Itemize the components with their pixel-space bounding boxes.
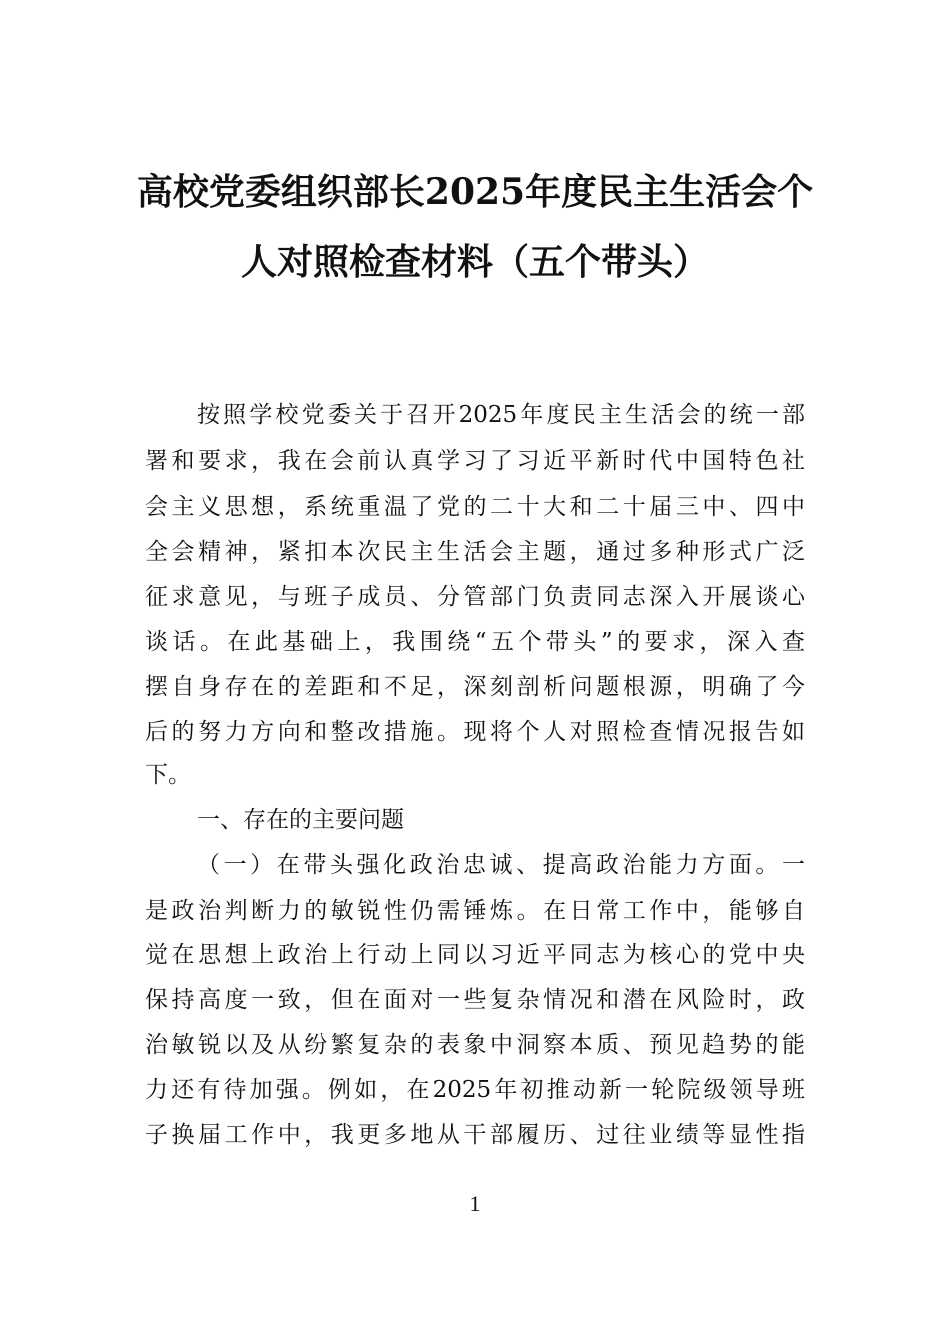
intro-line-8: 后的努力方向和整改措施。现将个人对照检查情况报告如 xyxy=(145,719,805,745)
intro-line-5: 征求意见，与班子成员、分管部门负责同志深入开展谈心 xyxy=(145,584,805,610)
intro-line-6: 谈话。在此基础上，我围绕“五个带头”的要求，深入查 xyxy=(145,629,805,655)
intro-line-3: 会主义思想，系统重温了党的二十大和二十届三中、四中 xyxy=(145,494,805,520)
intro-line-2: 署和要求，我在会前认真学习了习近平新时代中国特色社 xyxy=(145,448,805,474)
section1-line-6: 力还有待加强。例如，在2025年初推动新一轮院级领导班 xyxy=(145,1077,805,1103)
section1-line-7: 子换届工作中，我更多地从干部履历、过往业绩等显性指 xyxy=(145,1122,805,1148)
section1-line-1: （一）在带头强化政治忠诚、提高政治能力方面。一 xyxy=(197,852,805,878)
intro-line-7: 摆自身存在的差距和不足，深刻剖析问题根源，明确了今 xyxy=(145,674,805,700)
intro-line-9: 下。 xyxy=(145,762,191,788)
intro-line-1: 按照学校党委关于召开2025年度民主生活会的统一部 xyxy=(197,402,805,428)
intro-line-4: 全会精神，紧扣本次民主生活会主题，通过多种形式广泛 xyxy=(145,539,805,565)
document-title-line-1: 高校党委组织部长2025年度民主生活会个 xyxy=(136,171,814,213)
section1-line-3: 觉在思想上政治上行动上同以习近平同志为核心的党中央 xyxy=(145,942,805,968)
section-heading: 一、存在的主要问题 xyxy=(197,807,404,833)
page-number: 1 xyxy=(469,1191,481,1216)
section1-line-2: 是政治判断力的敏锐性仍需锤炼。在日常工作中，能够自 xyxy=(145,898,805,924)
document-title-line-2: 人对照检查材料（五个带头） xyxy=(240,241,709,283)
section1-line-4: 保持高度一致，但在面对一些复杂情况和潜在风险时，政 xyxy=(145,987,805,1013)
section1-line-5: 治敏锐以及从纷繁复杂的表象中洞察本质、预见趋势的能 xyxy=(145,1032,805,1058)
